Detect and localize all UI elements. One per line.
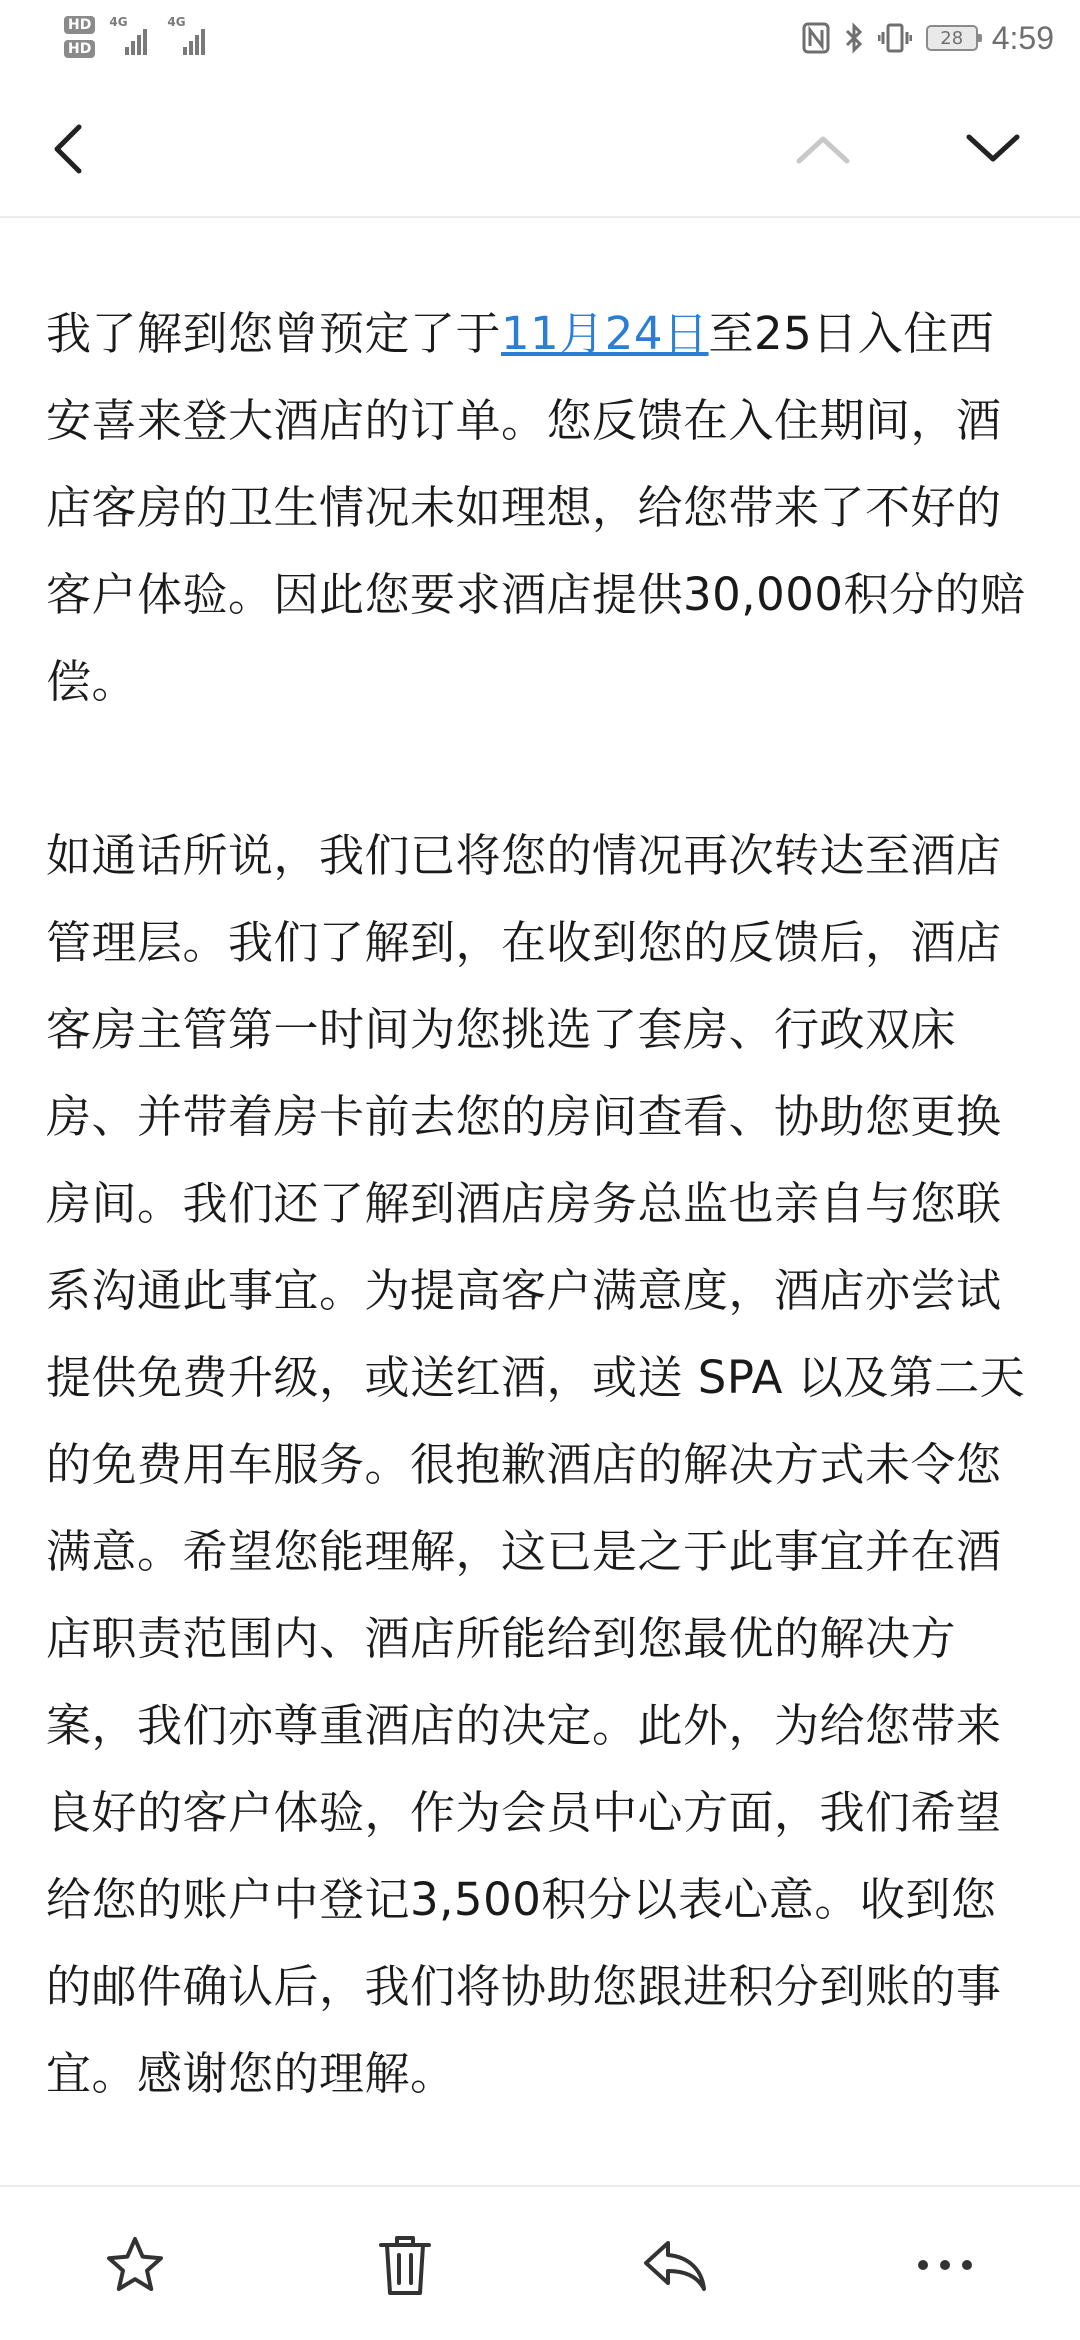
battery-icon: [926, 25, 978, 51]
previous-email-button[interactable]: [778, 104, 868, 194]
network-2-label: 4G: [167, 15, 186, 29]
hd-2-badge: HD: [64, 40, 95, 58]
back-arrow-icon: [49, 121, 89, 177]
more-icon: [915, 2257, 975, 2273]
paragraph-1-rest: 至25日入住西安喜来登大酒店的订单。您反馈在入住期间，酒店客房的卫生情况未如理想，给您带来了不好的客户体验。因此您要求酒店提供30,000积分的赔偿。: [46, 307, 1026, 708]
network-1-label: 4G: [109, 15, 128, 29]
date-link[interactable]: 11月24日: [501, 307, 709, 360]
nfc-icon: [802, 22, 830, 54]
status-bar-right: [802, 8, 1054, 68]
status-bar-left: [64, 6, 211, 68]
paragraph-1-start: 我了解到您曾预定了于: [46, 307, 502, 360]
email-paragraph-2: 如通话所说，我们已将您的情况再次转达至酒店管理层。我们了解到，在收到您的反馈后，酒店客房主管第一时间为您挑选了套房、行政双床房、并带着房卡前去您的房间查看、协助您更换房间。我们还了解到酒店房务总监也亲自与您联系沟通此事宜。为提高客户满意度，酒店亦尝试提供免费升级，或送红酒，或送 SPA 以及第二天的免费用车服务。很抱歉酒店的解决方式未令您满意。希望您能理解，这已是之于此事宜并在酒店职责范围内、酒店所能给到您最优的解决方案，我们亦尊重酒店的决定。此外，为给您带来良好的客户体验，作为会员中心方面，我们希望给您的账户中登记3,500积分以表心意。收到您的邮件确认后，我们将协助您跟进积分到账的事宜。感谢您的理解。: [46, 829, 1026, 2100]
hd-indicators: [64, 16, 95, 58]
star-button[interactable]: [85, 2215, 185, 2315]
delete-button[interactable]: [355, 2215, 455, 2315]
reply-button[interactable]: [625, 2215, 725, 2315]
more-options-button[interactable]: [895, 2215, 995, 2315]
bluetooth-icon: [844, 22, 864, 54]
chevron-down-icon: [965, 131, 1021, 167]
vibrate-icon: [878, 22, 912, 54]
email-paragraph-1: [46, 290, 1036, 725]
hd-1-badge: HD: [64, 16, 95, 34]
next-email-button[interactable]: [948, 104, 1038, 194]
email-header: [0, 80, 1080, 218]
signal-2-icon: [167, 15, 211, 55]
signal-1-icon: [109, 15, 153, 55]
chevron-up-icon: [795, 131, 851, 167]
bottom-toolbar: [0, 2185, 1080, 2340]
clock: 4:59: [991, 19, 1054, 56]
battery-level: 28: [940, 27, 964, 49]
star-icon: [103, 2233, 167, 2297]
reply-icon: [642, 2237, 708, 2293]
trash-icon: [377, 2233, 433, 2297]
back-button[interactable]: [24, 104, 114, 194]
status-bar: [0, 0, 1080, 80]
email-body: [46, 290, 1036, 2117]
